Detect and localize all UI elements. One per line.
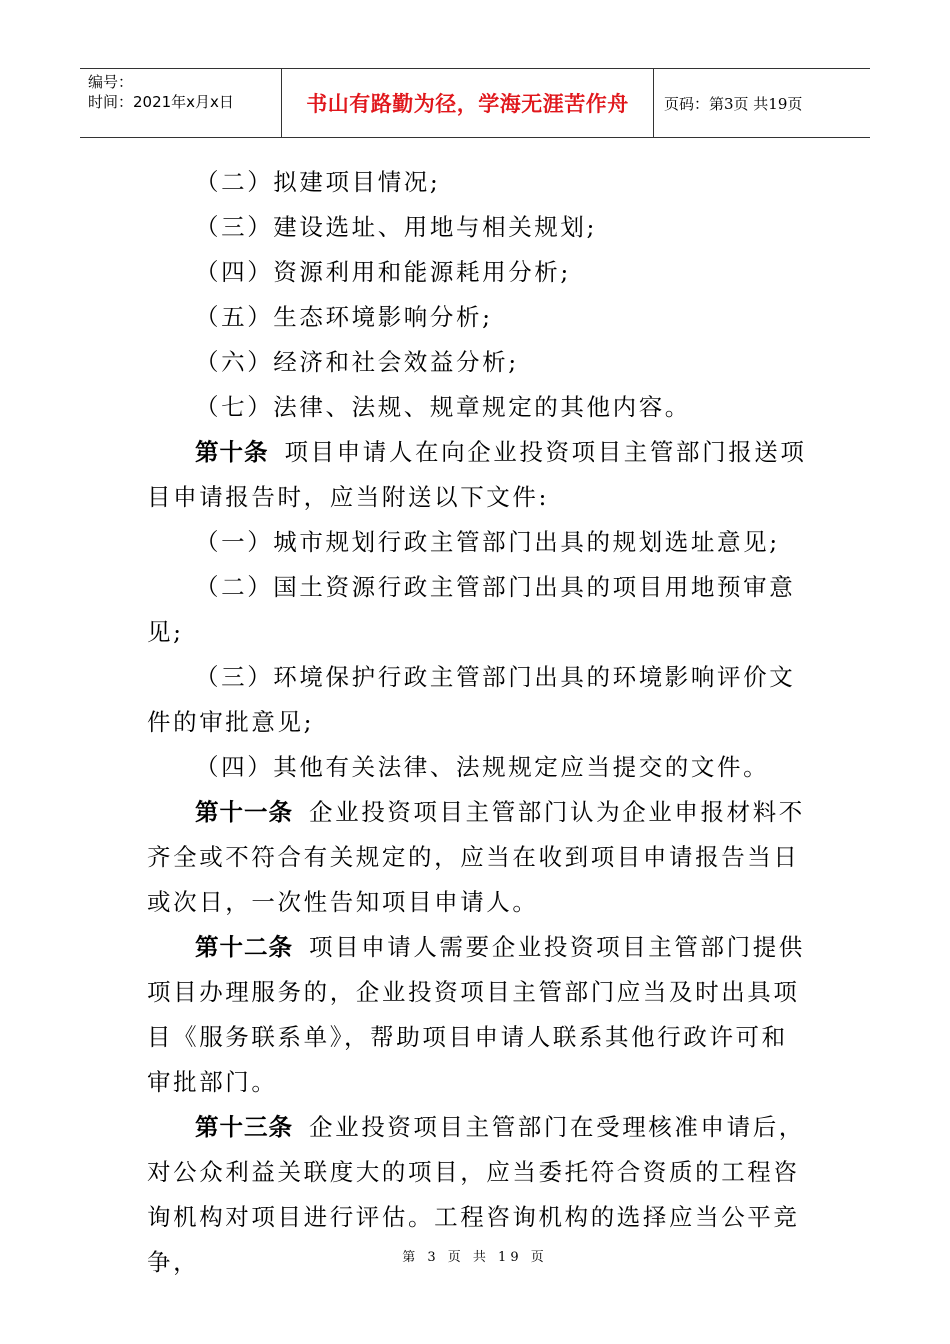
paragraph-text: 项目申请人在向企业投资项目主管部门报送项目申请报告时，应当附送以下文件:	[147, 438, 807, 511]
list-item-paragraph	[147, 295, 807, 340]
paragraph-text: （二）国土资源行政主管部门出具的项目用地预审意见;	[147, 573, 796, 646]
header-motto: 书山有路勤为径，学海无涯苦作舟	[306, 92, 629, 116]
header-page-label: 页码：第3页 共19页	[664, 94, 803, 113]
header-motto-cell	[282, 69, 654, 137]
list-item-paragraph	[147, 655, 807, 745]
paragraph-text: （二）拟建项目情况;	[195, 168, 441, 196]
document-number-label: 编号：	[88, 73, 134, 91]
article-number: 第十二条	[195, 933, 293, 961]
header-meta	[80, 69, 282, 137]
paragraph-text: （六）经济和社会效益分析;	[195, 348, 519, 376]
article-paragraph	[147, 925, 807, 1105]
list-item-paragraph	[147, 565, 807, 655]
list-item-paragraph	[147, 250, 807, 295]
list-item-paragraph	[147, 340, 807, 385]
paragraph-text: 企业投资项目主管部门在受理核准申请后，对公众利益关联度大的项目，应当委托符合资质的工程咨询机构对项目进行评估。工程咨询机构的选择应当公平竞争，	[147, 1113, 805, 1276]
list-item-paragraph	[147, 385, 807, 430]
paragraph-text: （七）法律、法规、规章规定的其他内容。	[195, 393, 691, 421]
paragraph-text: （五）生态环境影响分析;	[195, 303, 493, 331]
article-number: 第十条	[195, 438, 269, 466]
document-time-label: 时间：2021年x月x日	[88, 93, 234, 111]
page-footer: 第 3 页 共 19 页	[402, 1250, 548, 1265]
list-item-paragraph	[147, 745, 807, 790]
list-item-paragraph	[147, 160, 807, 205]
list-item-paragraph	[147, 205, 807, 250]
article-number: 第十一条	[195, 798, 293, 826]
paragraph-text: （四）资源利用和能源耗用分析;	[195, 258, 571, 286]
article-paragraph	[147, 430, 807, 520]
paragraph-text: （四）其他有关法律、法规规定应当提交的文件。	[195, 753, 770, 781]
paragraph-text: （一）城市规划行政主管部门出具的规划选址意见;	[195, 528, 780, 556]
list-item-paragraph	[147, 520, 807, 565]
document-header	[80, 68, 870, 138]
article-paragraph	[147, 790, 807, 925]
paragraph-text: 企业投资项目主管部门认为企业申报材料不齐全或不符合有关规定的，应当在收到项目申请报告当日或次日，一次性告知项目申请人。	[147, 798, 805, 916]
paragraph-text: 项目申请人需要企业投资项目主管部门提供项目办理服务的，企业投资项目主管部门应当及时出具项目《服务联系单》，帮助项目申请人联系其他行政许可和审批部门。	[147, 933, 805, 1096]
paragraph-text: （三）建设选址、用地与相关规划;	[195, 213, 598, 241]
paragraph-text: （三）环境保护行政主管部门出具的环境影响评价文件的审批意见;	[147, 663, 796, 736]
article-number: 第十三条	[195, 1113, 293, 1141]
header-page-cell	[654, 69, 870, 137]
document-body	[147, 160, 807, 1285]
